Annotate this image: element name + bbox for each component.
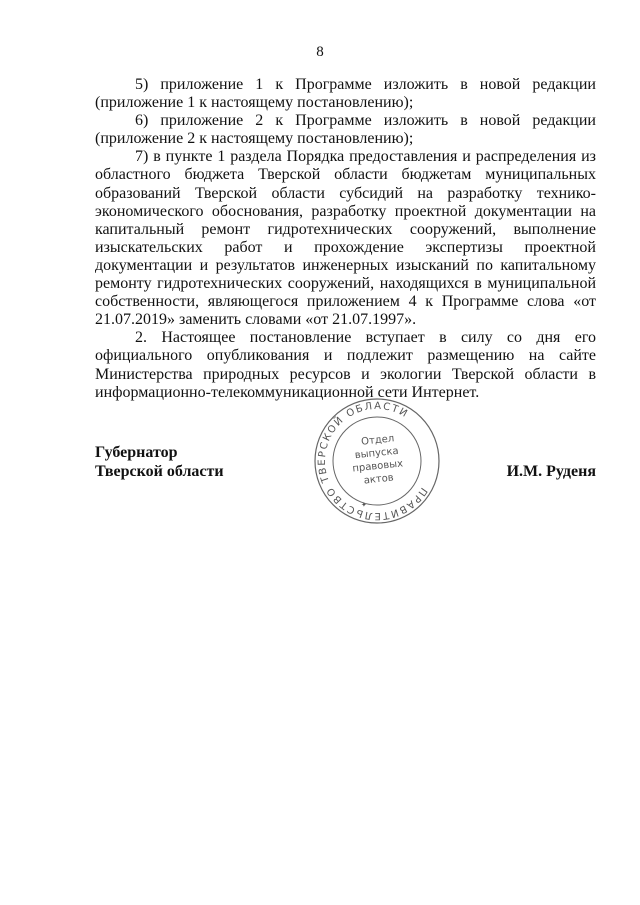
stamp-ring-text: ПРАВИТЕЛЬСТВО ТВЕРСКОЙ ОБЛАСТИ bbox=[316, 400, 429, 522]
document-body bbox=[95, 76, 596, 402]
paragraph-item-6: 6) приложение 2 к Программе изложить в новой редакции (приложение 2 к настоящему постановлению); bbox=[95, 112, 596, 148]
stamp-text-line4: актов bbox=[363, 472, 395, 487]
official-stamp bbox=[312, 396, 442, 526]
paragraph-effective-date: 2. Настоящее постановление вступает в силу со дня его официального опубликования и подлежит размещению на сайте Министерства природных ресурсов и экологии Тверской области в информационно-телекоммуникационной сети Интернет. bbox=[95, 329, 596, 401]
stamp-text-line3: правовых bbox=[351, 458, 404, 475]
stamp-text-line2: выпуска bbox=[354, 445, 400, 462]
signatory-title-line1: Губернатор bbox=[95, 444, 178, 461]
page-number: 8 bbox=[316, 44, 324, 60]
signatory-title bbox=[95, 443, 224, 481]
signatory-name: И.М. Руденя bbox=[506, 463, 596, 480]
stamp-text-line1: Отдел bbox=[360, 433, 395, 448]
stamp-star-icon: ✦ bbox=[361, 501, 367, 509]
paragraph-item-5: 5) приложение 1 к Программе изложить в новой редакции (приложение 1 к настоящему постановлению); bbox=[95, 76, 596, 112]
paragraph-item-7: 7) в пункте 1 раздела Порядка предоставления и распределения из областного бюджета Тверской области бюджетам муниципальных образований Тверской области субсидий на разработку технико-экономического обоснования, разработку проектной документации на капитальный ремонт гидротехнических сооружений, выполнение изыскательских работ и прохождение экспертизы проектной документации и результатов инженерных изысканий по капитальному ремонту гидротехнических сооружений, находящихся в муниципальной собственности, являющегося приложением 4 к Программе слова «от 21.07.2019» заменить словами «от 21.07.1997». bbox=[95, 148, 596, 329]
signatory-title-line2: Тверской области bbox=[95, 463, 224, 480]
